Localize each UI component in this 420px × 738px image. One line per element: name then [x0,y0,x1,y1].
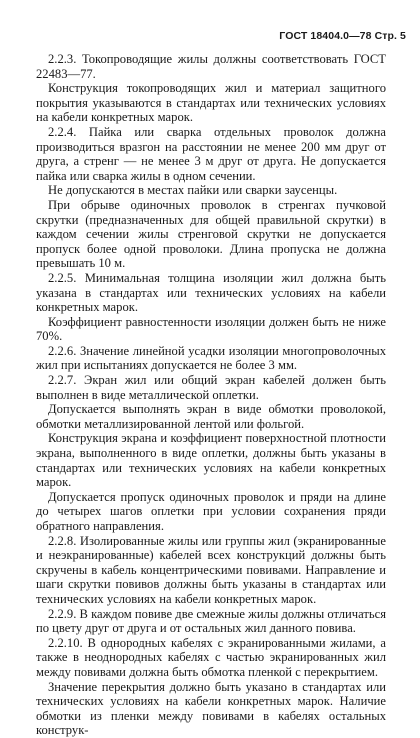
clause-2-2-10: 2.2.10. В однородных кабелях с экранированными жилами, а также в неоднородных кабелях с частью экранированных жил между повивами должна быть обмотка пленкой с перекрытием. [36,635,386,679]
braid-gap-paragraph: Допускается пропуск одиночных проволок и пряди на длине до четырех шагов оплетки при условии сохранения пряди обратного направления. [36,489,386,533]
clause-2-2-3: 2.2.3. Токопроводящие жилы должны соответствовать ГОСТ 22483—77. [36,52,386,81]
clause-2-2-5: 2.2.5. Минимальная толщина изоляции жил должна быть указана в стандартах или технических условиях на кабели конкретных марок. [36,270,386,315]
clause-2-2-4: 2.2.4. Пайка или сварка отдельных проволок должна производиться вразгон на расстоянии не менее 200 мм друг от друга, а стренг — не менее 3 м друг от друга. Не допускается пайка или сварка жилы в одном сечении. [36,124,386,183]
clause-2-2-6: 2.2.6. Значение линейной усадки изоляции многопроволочных жил при испытаниях допускается не более 3 мм. [36,343,386,373]
conductor-construction-paragraph: Конструкция токопроводящих жил и материал защитного покрытия указываются в стандартах или технических условиях на кабели конкретных марок. [36,81,386,125]
clause-2-2-7: 2.2.7. Экран жил или общий экран кабелей должен быть выполнен в виде металлической оплетки. [36,373,386,402]
screen-alternatives-paragraph: Допускается выполнять экран в виде обмотки проволокой, обмотки металлизированной лентой или фольгой. [36,402,386,431]
clause-2-2-8: 2.2.8. Изолированные жилы или группы жил (экранированные и неэкранированные) кабелей всех конструкций должны быть скручены в кабель концентрическими повивами. Направление и шаги скрутки повивов должны быть указаны в стандартах или технических условиях на кабели конкретных марок. [36,533,386,606]
clause-2-2-9: 2.2.9. В каждом повиве две смежные жилы должны отличаться по цвету друг от друга и от остальных жил данного повива. [36,606,386,636]
document-body [36,52,386,738]
screen-construction-paragraph: Конструкция экрана и коэффициент поверхностной плотности экрана, выполненного в виде оплетки, должны быть указаны в стандартах или технических условиях на кабели конкретных марок. [36,431,386,490]
page-header: ГОСТ 18404.0—78 Стр. 5 [279,30,406,42]
uniformity-coefficient-paragraph: Коэффициент равностенности изоляции должен быть не ниже 70%. [36,314,386,344]
overlap-paragraph: Значение перекрытия должно быть указано в стандартах или технических условиях на кабели конкретных марок. Наличие обмотки из пленки между повивами в кабелях остальных конструк- [36,679,386,738]
wire-break-paragraph: При обрыве одиночных проволок в стренгах пучковой скрутки (предназначенных для общей правильной скрутки) в каждом сечении жилы стренговой скрутки не допускается пропуск более одной проволоки. Длина пропуска не должна превышать 10 м. [36,197,386,271]
burrs-paragraph: Не допускаются в местах пайки или сварки заусенцы. [48,183,338,198]
